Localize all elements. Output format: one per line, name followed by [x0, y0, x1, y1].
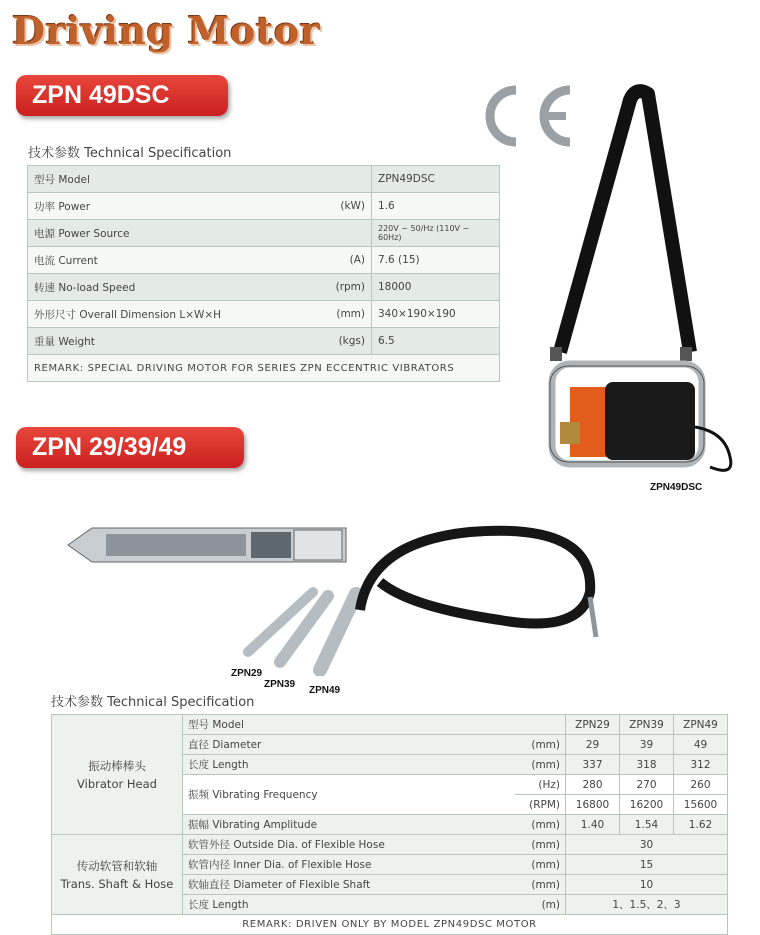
spec-value: 270: [620, 775, 674, 795]
spec-label: 外形尺寸 Overall Dimension L×W×H: [28, 301, 320, 328]
spec-unit: (A): [319, 247, 372, 274]
driving-motor-image: [530, 82, 752, 490]
spec-label: 长度 Length: [183, 755, 516, 775]
vibrator-needles-image: [228, 586, 368, 676]
page-title: Driving Motor: [12, 8, 321, 53]
spec-unit: (RPM): [515, 795, 566, 815]
spec-row: [28, 247, 500, 274]
spec-label: 转速 No-load Speed: [28, 274, 320, 301]
zpn49-label: ZPN49: [309, 685, 341, 696]
spec-label: 功率 Power: [28, 193, 320, 220]
spec-row: [28, 328, 500, 355]
spec-unit: (mm): [515, 755, 566, 775]
spec-label: 振频 Vibrating Frequency: [183, 775, 516, 815]
spec-label: 重量 Weight: [28, 328, 320, 355]
spec-value: 39: [620, 735, 674, 755]
spec-label: 型号 Model: [183, 715, 516, 735]
spec-label: 直径 Diameter: [183, 735, 516, 755]
vibrator-head-cutaway-image: [66, 522, 348, 568]
spec-label: 型号 Model: [28, 166, 320, 193]
spec-unit: (mm): [515, 835, 566, 855]
remark-text: REMARK: SPECIAL DRIVING MOTOR FOR SERIES ZPN ECCENTRIC VIBRATORS: [28, 355, 500, 382]
spec-unit: [515, 715, 566, 735]
group-label-en: Vibrator Head: [77, 776, 157, 791]
spec-value: 15: [566, 855, 728, 875]
spec-label: 软管内径 Inner Dia. of Flexible Hose: [183, 855, 516, 875]
spec-value: 220V ~ 50/Hz (110V ~ 60Hz): [372, 220, 500, 247]
spec-unit: (mm): [515, 815, 566, 835]
spec-label: 软轴直径 Diameter of Flexible Shaft: [183, 875, 516, 895]
spec-value: 30: [566, 835, 728, 855]
spec-value: 29: [566, 735, 620, 755]
group-label-cn: 振动棒棒头: [88, 758, 146, 773]
spec-value: ZPN29: [566, 715, 620, 735]
group-label-cn: 传动软管和软轴: [76, 858, 158, 873]
spec-value: ZPN39: [620, 715, 674, 735]
spec-value: 318: [620, 755, 674, 775]
flexible-hose-image: [350, 522, 610, 647]
spec-value: 1、1.5、2、3: [566, 895, 728, 915]
spec-unit: (m): [515, 895, 566, 915]
spec-unit: (Hz): [515, 775, 566, 795]
spec-row: [28, 220, 500, 247]
zpn29-label: ZPN29: [231, 668, 263, 679]
spec-row: [28, 301, 500, 328]
spec-value: 280: [566, 775, 620, 795]
spec-value: 340×190×190: [372, 301, 500, 328]
spec-value: 1.6: [372, 193, 500, 220]
spec-value: 49: [674, 735, 728, 755]
spec-row: [28, 193, 500, 220]
spec-value: 15600: [674, 795, 728, 815]
remark-text: REMARK: DRIVEN ONLY BY MODEL ZPN49DSC MOTOR: [52, 915, 728, 935]
spec-unit: (kW): [319, 193, 372, 220]
spec-unit: (rpm): [319, 274, 372, 301]
motor-spec-table: [27, 165, 500, 382]
vibrator-head-group: [52, 715, 183, 835]
spec-row: [28, 274, 500, 301]
spec-unit: (mm): [515, 735, 566, 755]
hose-group: [52, 835, 183, 915]
spec-value: 1.62: [674, 815, 728, 835]
spec-label: 电流 Current: [28, 247, 320, 274]
spec-value: 16800: [566, 795, 620, 815]
group-label-en: Trans. Shaft & Hose: [60, 876, 174, 891]
spec-unit: [319, 220, 372, 247]
spec-heading-2: 技术参数 Technical Specification: [51, 695, 255, 710]
spec-unit: (mm): [515, 855, 566, 875]
spec-value: 1.54: [620, 815, 674, 835]
spec-value: 6.5: [372, 328, 500, 355]
vibrator-spec-table: [51, 714, 728, 935]
spec-value: 337: [566, 755, 620, 775]
spec-value: 7.6 (15): [372, 247, 500, 274]
spec-row: [52, 835, 728, 855]
spec-label: 电源 Power Source: [28, 220, 320, 247]
series-badge: ZPN 29/39/49: [16, 427, 244, 468]
model-badge: ZPN 49DSC: [16, 75, 228, 116]
spec-row: [52, 715, 728, 735]
spec-unit: [319, 166, 372, 193]
spec-value: 1.40: [566, 815, 620, 835]
spec-heading: 技术参数 Technical Specification: [28, 146, 232, 161]
spec-value: 18000: [372, 274, 500, 301]
motor-caption: ZPN49DSC: [650, 482, 703, 493]
spec-row: [28, 166, 500, 193]
spec-value: 260: [674, 775, 728, 795]
spec-label: 软管外径 Outside Dia. of Flexible Hose: [183, 835, 516, 855]
spec-label: 长度 Length: [183, 895, 516, 915]
zpn39-label: ZPN39: [264, 679, 296, 690]
spec-value: 16200: [620, 795, 674, 815]
spec-unit: (mm): [319, 301, 372, 328]
spec-value: ZPN49DSC: [372, 166, 500, 193]
spec-unit: (kgs): [319, 328, 372, 355]
spec-value: 312: [674, 755, 728, 775]
spec-value: ZPN49: [674, 715, 728, 735]
remark-row: [28, 355, 500, 382]
spec-value: 10: [566, 875, 728, 895]
spec-unit: (mm): [515, 875, 566, 895]
spec-label: 振幅 Vibrating Amplitude: [183, 815, 516, 835]
